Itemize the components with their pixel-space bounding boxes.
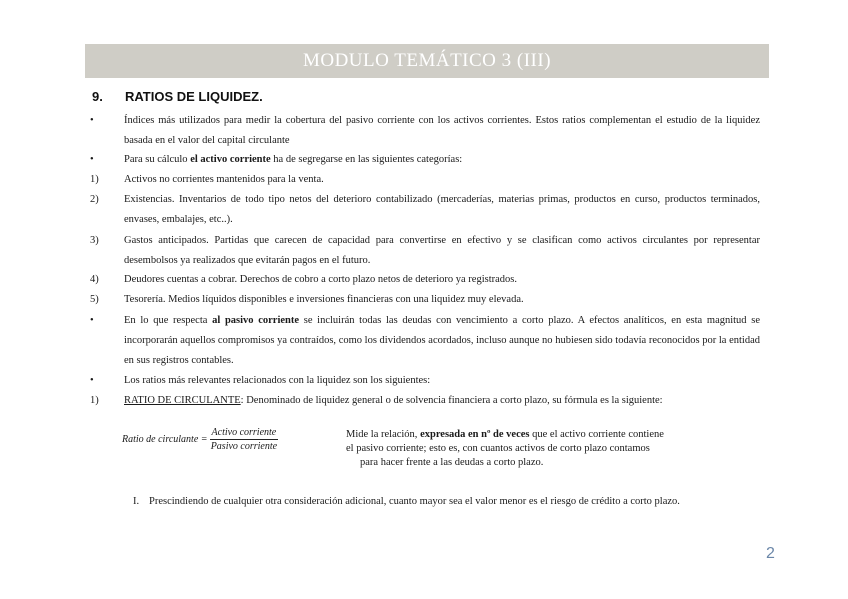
bullet-marker: • (90, 154, 94, 165)
list-item-text: En lo que respecta al pasivo corriente se incluirán todas las deudas con vencimiento a corto plazo. A efectos analíticos, en esta magnitud se incorporarán aquellos compromisos ya contraídos, como los dividendos acordados, incluso aunque no hubiesen sido todavía reconocidos por la entidad en sus registros contables. (124, 315, 760, 366)
formula-description-line: el pasivo corriente; esto es, con cuantos activos de corto plazo contamos (346, 443, 650, 454)
section-heading (92, 89, 263, 104)
module-title: MODULO TEMÁTICO 3 (III) (302, 50, 552, 71)
bullet-marker: • (90, 315, 94, 326)
list-item-text: Gastos anticipados. Partidas que carecen de capacidad para convertirse en efectivo y se clasifican como activos circulantes por representar desembolsos ya realizados que evitarán pagos en el futuro. (124, 235, 760, 266)
formula-numerator: Activo corriente (211, 427, 277, 438)
bullet-marker: • (90, 375, 94, 386)
list-item-text: Existencias. Inventarios de todo tipo netos del deterioro contabilizado (mercaderías, materias primas, productos en curso, productos terminados, envases, embalajes, etc..). (124, 194, 760, 225)
list-item (90, 170, 760, 190)
list-item (90, 371, 760, 391)
number-marker: 1) (90, 395, 99, 406)
roman-list-item (133, 491, 761, 513)
section-title: RATIOS DE LIQUIDEZ. (125, 89, 263, 104)
list-item (90, 270, 760, 290)
formula-description-line: para hacer frente a las deudas a corto plazo. (360, 457, 544, 468)
list-item (90, 111, 760, 151)
ratio-name: RATIO DE CIRCULANTE (124, 395, 241, 406)
list-item (90, 190, 760, 230)
bold-term: al pasivo corriente (212, 315, 300, 326)
module-title-banner (85, 44, 769, 78)
bullet-marker: • (90, 115, 94, 126)
ratio-formula (122, 427, 278, 452)
list-item (90, 391, 760, 411)
number-marker: 5) (90, 294, 99, 305)
roman-marker: I. (133, 496, 140, 507)
formula-denominator: Pasivo corriente (210, 441, 278, 452)
list-item-text: Los ratios más relevantes relacionados con la liquidez son los siguientes: (124, 375, 431, 386)
number-marker: 4) (90, 274, 99, 285)
formula-fraction (210, 427, 279, 452)
page-number: 2 (766, 545, 775, 562)
number-marker: 2) (90, 194, 99, 205)
list-item-text: Activos no corrientes mantenidos para la venta. (124, 174, 324, 185)
list-item-text: Tesorería. Medios líquidos disponibles e inversiones financieras con una liquidez muy elevada. (124, 294, 524, 305)
list-item (90, 290, 760, 310)
list-item-text: Deudores cuentas a cobrar. Derechos de cobro a corto plazo netos de deterioro ya registrados. (124, 274, 518, 285)
list-item-text: Índices más utilizados para medir la cobertura del pasivo corriente con los activos corrientes. Estos ratios complementan el estudio de la liquidez basada en el valor del capital circulante (124, 115, 760, 146)
bold-term: expresada en nº de veces (420, 429, 530, 440)
formula-lhs: Ratio de circulante = (122, 434, 208, 445)
list-item (90, 311, 760, 371)
list-item-text: RATIO DE CIRCULANTE: Denominado de liquidez general o de solvencia financiera a corto plazo, su fórmula es la siguiente: (124, 395, 663, 406)
formula-description-line: Mide la relación, expresada en nº de veces que el activo corriente contiene (346, 429, 664, 440)
roman-item-text: Prescindiendo de cualquier otra consideración adicional, cuanto mayor sea el valor menor es el riesgo de crédito a corto plazo. (149, 496, 680, 507)
section-number: 9. (92, 89, 103, 104)
list-item (90, 231, 760, 271)
list-item-text: Para su cálculo el activo corriente ha de segregarse en las siguientes categorías: (124, 154, 463, 165)
list-item (90, 150, 760, 170)
bold-term: el activo corriente (190, 154, 271, 165)
formula-description (346, 428, 746, 470)
number-marker: 3) (90, 235, 99, 246)
number-marker: 1) (90, 174, 99, 185)
